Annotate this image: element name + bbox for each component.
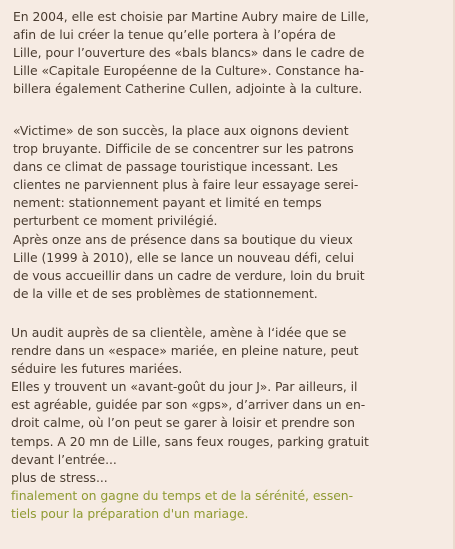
paragraph-line: Un audit auprès de sa clientèle, amène à l‘idée que se [11,325,347,340]
paragraph-aubry-commission [13,8,369,98]
accent-line: finalement on gagne du temps et de la sérénité, essen- [11,487,354,503]
paragraph-line: billera également Catherine Cullen, adjointe à la culture. [13,81,363,97]
paragraph-line: Lille (1999 à 2010), elle se lance un nouveau défi, celui [13,249,354,265]
paragraph-line: de vous accueillir dans un cadre de verdure, loin du bruit [13,267,365,283]
paragraph-line: séduire les futures mariées. [11,361,183,377]
paragraph-line: clientes ne parviennent plus à faire leur essayage serei- [13,177,359,193]
paragraph-relocation [13,122,365,303]
paragraph-line: droit calme, où l’on peut se garer à loisir et prendre son [11,415,355,431]
paragraph-line: temps. A 20 mn de Lille, sans feux rouges, parking gratuit [11,433,369,449]
paragraph-line: dans ce climat de passage touristique incessant. Les [13,159,338,175]
paragraph-line: trop bruyante. Difficile de se concentrer sur les patrons [13,141,354,157]
paragraph-line: Lille, pour l’ouverture des «bals blancs» dans le cadre de [13,45,365,61]
accent-line: tiels pour la préparation d'un mariage. [11,505,249,521]
paragraph-line: En 2004, elle est choisie par Martine Aubry maire de Lille, [13,9,370,24]
paragraph-line: afin de lui créer la tenue qu’elle portera à l’opéra de [13,27,336,43]
paragraph-line: «Victime» de son succès, la place aux oignons devient [13,123,349,138]
paragraph-line: nement: stationnement payant et limité en temps [13,195,322,211]
paragraph-line: perturbent ce moment privilégié. [13,213,218,229]
paragraph-client-audit [11,324,369,523]
paragraph-line: est agréable, guidée par son «gps», d’arriver dans un en- [11,397,366,413]
paragraph-line: devant l’entrée... [11,451,117,467]
paragraph-line: Lille «Capitale Européenne de la Culture». Constance ha- [13,63,364,79]
paragraph-line: Après onze ans de présence dans sa boutique du vieux [13,231,353,247]
paragraph-line: de la ville et de ses problèmes de stationnement. [13,285,318,301]
paragraph-line: rendre dans un «espace» mariée, en pleine nature, peut [11,343,359,359]
paragraph-line: plus de stress... [11,469,108,485]
paragraph-line: Elles y trouvent un «avant-goût du jour J». Par ailleurs, il [11,379,358,395]
